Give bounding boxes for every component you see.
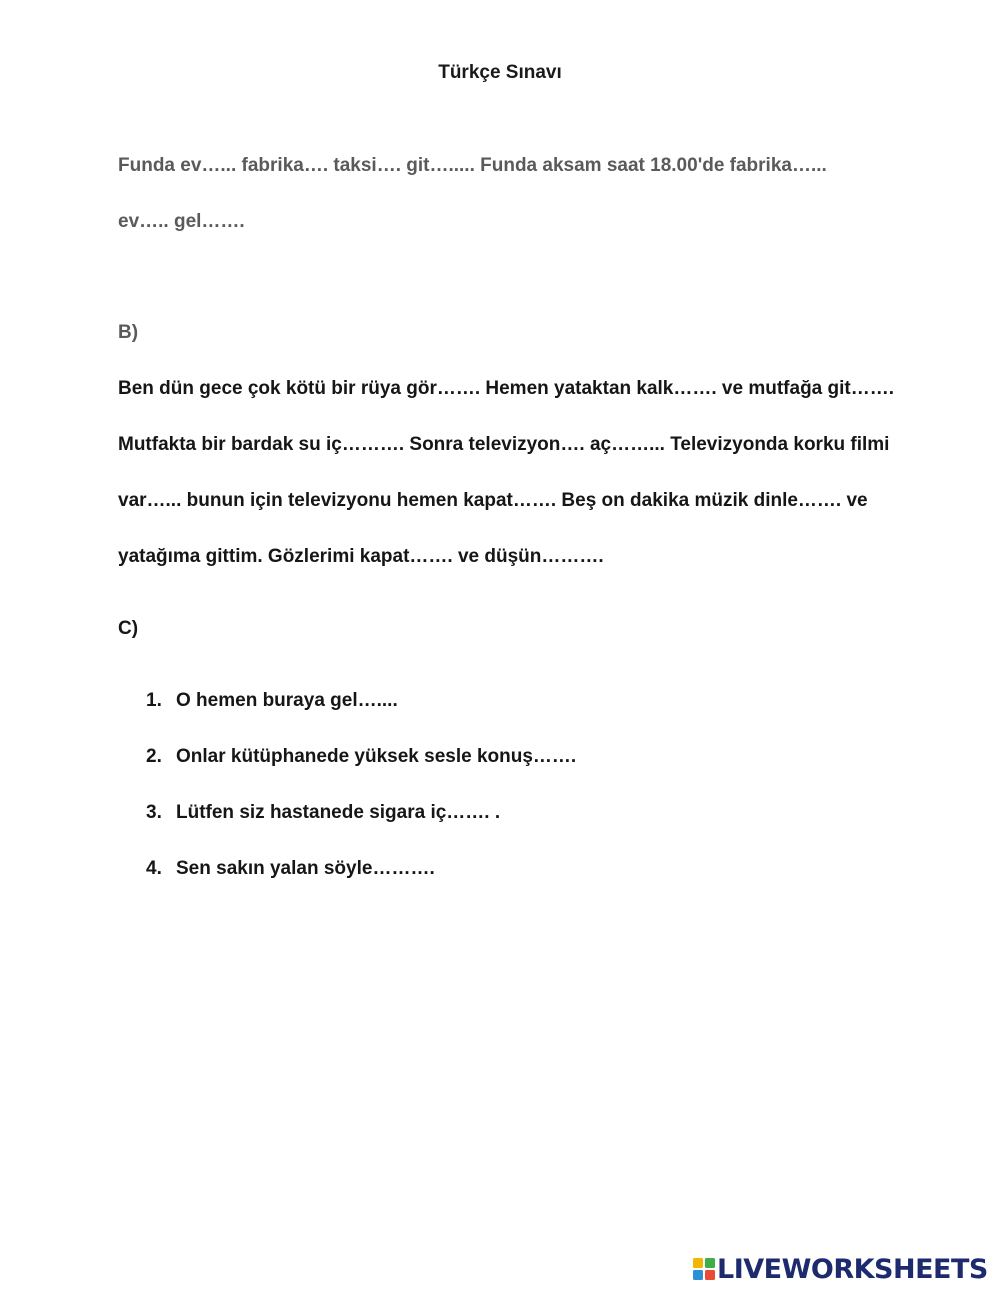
brand-text: LIVEWORKSHEETS: [717, 1253, 988, 1285]
section-b-line-3: var…... bunun için televizyonu hemen kapat……. Beş on dakika müzik dinle……. ve: [118, 490, 868, 511]
list-item-text: O hemen buraya gel…....: [176, 690, 398, 711]
list-item-number: 1.: [146, 690, 162, 711]
list-item: [146, 746, 576, 768]
section-a-line-1: Funda ev…... fabrika…. taksi…. git…..... Funda aksam saat 18.00'de fabrika…...: [118, 155, 827, 176]
list-item-text: Onlar kütüphanede yüksek sesle konuş…….: [176, 746, 577, 767]
list-item-number: 3.: [146, 802, 162, 823]
section-b-line-1: Ben dün gece çok kötü bir rüya gör……. Hemen yataktan kalk……. ve mutfağa git…….: [118, 378, 895, 399]
section-a-line-2: ev….. gel…….: [118, 211, 245, 232]
section-b-heading: B): [118, 322, 139, 343]
list-item-number: 2.: [146, 746, 162, 767]
page-title: Türkçe Sınavı: [438, 62, 562, 83]
list-item: [146, 802, 500, 824]
liveworksheets-brand[interactable]: [693, 1252, 988, 1286]
liveworksheets-logo-icon: [693, 1258, 715, 1280]
section-c-heading: C): [118, 618, 139, 639]
list-item: [146, 858, 435, 880]
section-b-line-4: yatağıma gittim. Gözlerimi kapat……. ve düşün……….: [118, 546, 604, 567]
list-item-text: Lütfen siz hastanede sigara iç……. .: [176, 802, 501, 823]
section-b-line-2: Mutfakta bir bardak su iç………. Sonra televizyon…. aç……... Televizyonda korku filmi: [118, 434, 890, 455]
list-item-number: 4.: [146, 858, 162, 879]
list-item: [146, 690, 398, 712]
list-item-text: Sen sakın yalan söyle……….: [176, 858, 435, 879]
